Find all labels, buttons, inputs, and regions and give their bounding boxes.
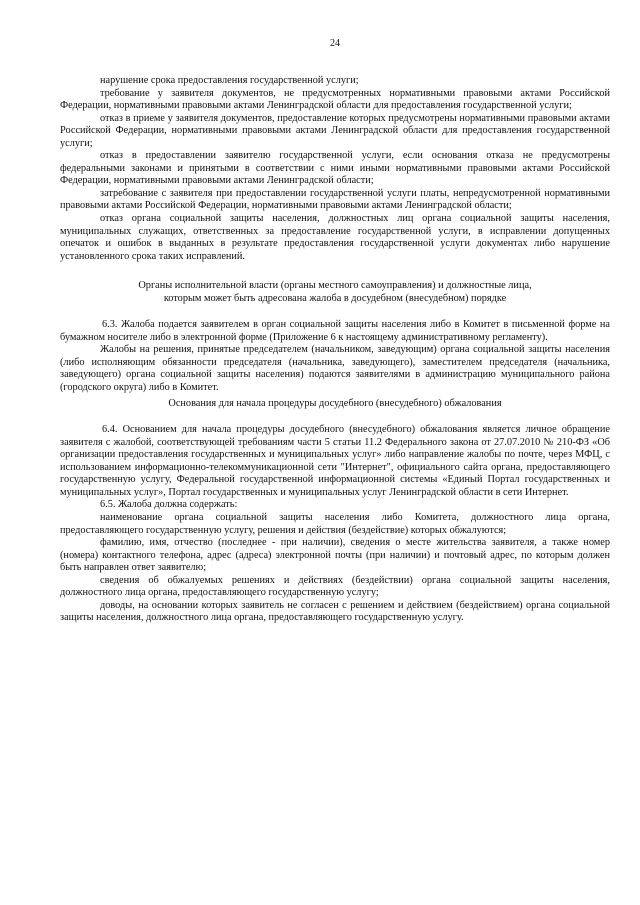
section-heading-grounds: Основания для начала процедуры досудебного (внесудебного) обжалования bbox=[168, 397, 502, 409]
paragraph-refusal-service: отказ в предоставлении заявителю государственной услуги, если основания отказа не предусмотрены федеральными законами и принятыми в соответствии с ними иными нормативными правовыми актами Российской Федерации, нормативными правовыми актами Ленинградской области; bbox=[60, 150, 610, 187]
paragraph-6-3: 6.3. Жалоба подается заявителем в орган социальной защиты населения либо в Комитет в письменной форме на бумажном носителе либо в электронной форме (Приложение 6 к настоящему административному регламенту). bbox=[60, 319, 610, 343]
paragraph-arguments: доводы, на основании которых заявитель не согласен с решением и действием (бездействием) органа социальной защиты населения, должностного лица органа, предоставляющего государственную услугу. bbox=[60, 599, 610, 624]
section-heading-authorities-line1: Органы исполнительной власти (органы местного самоуправления) и должностные лица, bbox=[138, 280, 532, 292]
section-heading-authorities-line2: которым может быть адресована жалоба в досудебном (внесудебном) порядке bbox=[163, 292, 507, 304]
paragraph-documents-requirement: требование у заявителя документов, не предусмотренных нормативными правовыми актами Российской Федерации, нормативными правовыми актами Ленинградской области для предоставления государственной услуги; bbox=[60, 87, 610, 112]
paragraph-refusal-acceptance: отказ в приеме у заявителя документов, предоставление которых предусмотрены нормативными правовыми актами Российской Федерации, нормативными правовыми актами Ленинградской области для предоставления государственной услуги; bbox=[60, 112, 610, 149]
paragraph-fee-demand: затребование с заявителя при предоставлении государственной услуги платы, непредусмотренной нормативными правовыми актами Российской Федерации, нормативными правовыми актами Ленинградской области; bbox=[60, 187, 610, 212]
paragraph-applicant-details: фамилию, имя, отчество (последнее - при наличии), сведения о месте жительства заявителя, а также номер (номера) контактного телефона, адрес (адреса) электронной почты (при наличии) и почтовый адрес, по которым должен быть направлен ответ заявителю; bbox=[60, 537, 610, 574]
paragraph-refusal-corrections: отказ органа социальной защиты населения, должностных лиц органа социальной защиты населения, муниципальных служащих, ответственных за предоставление государственной услуги, в исправлении допущенных опечаток и ошибок в выданных в результате предоставления государственной услуги документах либо нарушение установленного срока таких исправлений. bbox=[60, 213, 610, 262]
paragraph-6-4: 6.4. Основанием для начала процедуры досудебного (внесудебного) обжалования является личное обращение заявителя с жалобой, соответствующей требованиям части 5 статьи 11.2 Федерального закона от 27.07.2010 № 210-ФЗ «Об организации предоставления государственных и муниципальных услуг» либо направление жалобы по почте, через МФЦ, с использованием информационно-телекоммуникационной сети "Интернет", официального сайта органа, предоставляющего государственную услугу, Федеральной государственной информационной системы «Единый Портал государственных и муниципальных услуг», Портал государственных и муниципальных услуг Ленинградской области в сети Интернет. bbox=[60, 424, 610, 498]
paragraph-appealed-decisions: сведения об обжалуемых решениях и действиях (бездействии) органа социальной защиты населения, должностного лица органа, предоставляющего государственную услугу; bbox=[60, 574, 610, 599]
paragraph-authority-name: наименование органа социальной защиты населения либо Комитета, должностного лица органа, предоставляющего государственную услугу, решения и действия (бездействие) которых обжалуются; bbox=[60, 511, 610, 536]
paragraph-6-5: 6.5. Жалоба должна содержать: bbox=[100, 499, 238, 511]
paragraph-violation-deadline: нарушение срока предоставления государственной услуги; bbox=[100, 75, 359, 86]
paragraph-complaints-decisions: Жалобы на решения, принятые председателем (начальником, заведующим) органа социальной защиты населения (либо исполняющим обязанности председателя (начальника, заведующего), заместителем председателя (начальника, заведующего) органа социальной защиты населения) подаются заявителями в администрацию муниципального района (городского округа) либо в Комитет. bbox=[60, 344, 610, 394]
page-number: 24 bbox=[330, 38, 340, 49]
